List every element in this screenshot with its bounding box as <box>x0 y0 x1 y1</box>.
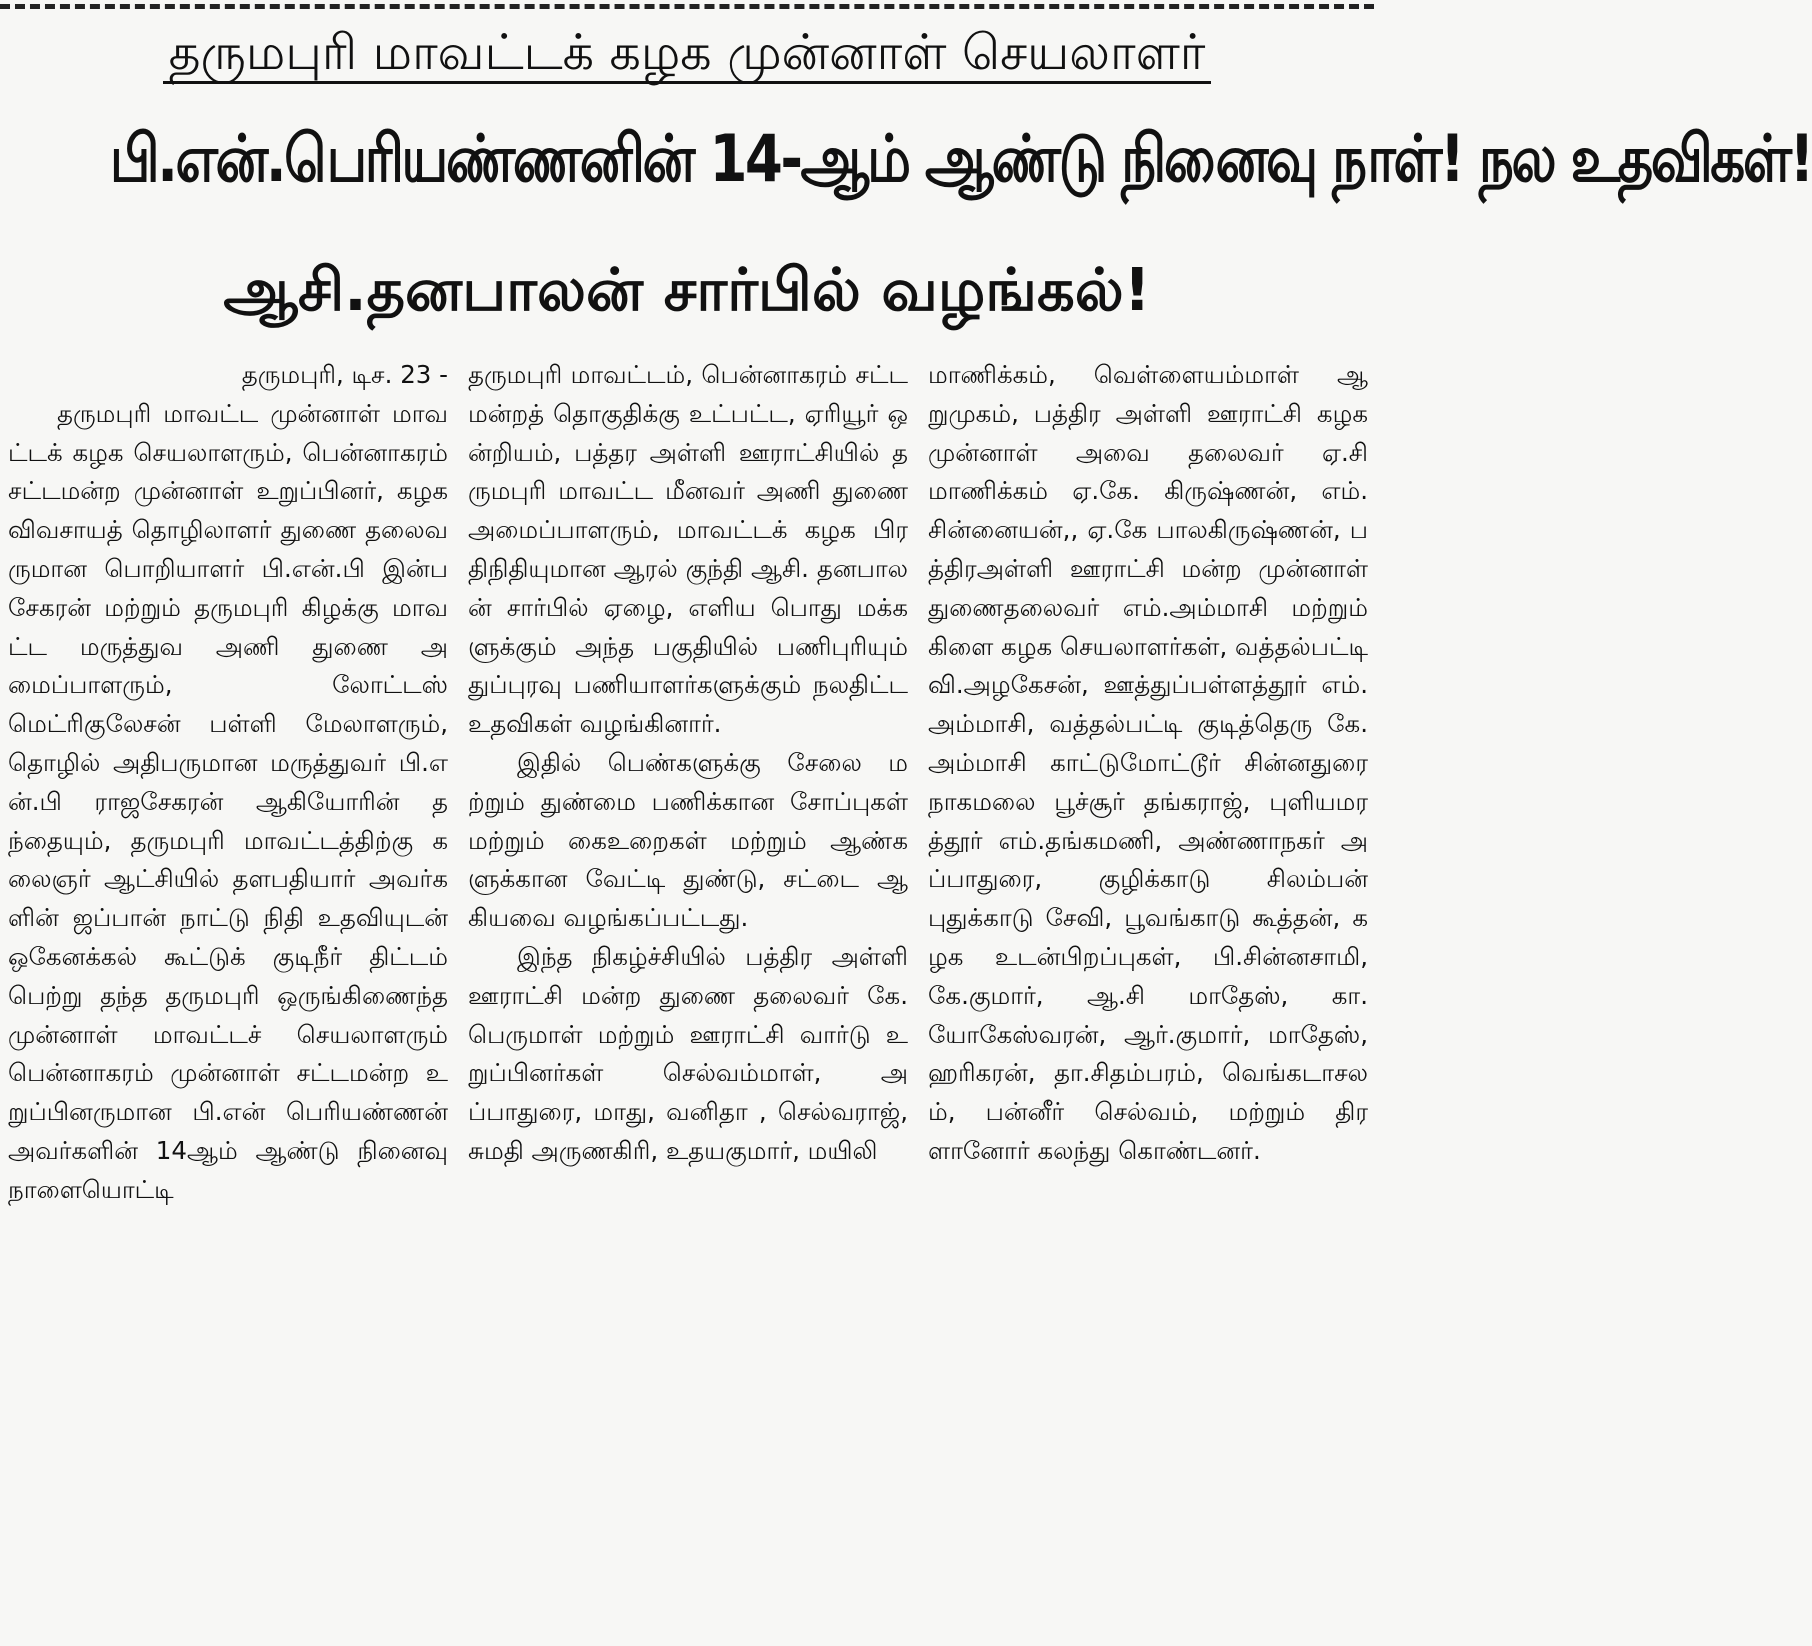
article-kicker <box>0 22 1374 84</box>
article-body <box>8 356 1368 1640</box>
top-dashed-rule <box>0 4 1374 9</box>
article-column-2 <box>468 356 908 1640</box>
kicker-text: தருமபுரி மாவட்டக் கழக முன்னாள் செயலாளர் <box>163 24 1212 84</box>
body-paragraph: மாணிக்கம், வெள்ளையம்மாள் ஆறுமுகம், பத்திர அள்ளி ஊராட்சி கழக முன்னாள் அவை தலைவர் ஏ.சி மாணிக்கம் ஏ.கே. கிருஷ்ணன், எம். சின்னையன்,, ஏ.கே பாலகிருஷ்ணன், பத்திரஅள்ளி ஊராட்சி மன்ற முன்னாள் துணைதலைவர் எம்.அம்மாசி மற்றும் கிளை கழக செயலாளர்கள், வத்தல்பட்டி வி.அழகேசன், ஊத்துப்பள்ளத்தூர் எம். அம்மாசி, வத்தல்பட்டி குடித்தெரு கே.அம்மாசி காட்டுமோட்டூர் சின்னதுரை நாகமலை பூச்சூர் தங்கராஜ், புளியமரத்தூர் எம்.தங்கமணி, அண்ணாநகர் அப்பாதுரை, குழிக்காடு சிலம்பன் புதுக்காடு சேவி, பூவங்காடு கூத்தன், கழக உடன்பிறப்புகள், பி.சின்னசாமி, கே.குமார், ஆ.சி மாதேஸ், கா.யோகேஸ்வரன், ஆர்.குமார், மாதேஸ், ஹரிகரன், தா.சிதம்பரம், வெங்கடாசலம், பன்னீர் செல்வம், மற்றும் திரளானோர் கலந்து கொண்டனர். <box>928 360 1368 1165</box>
body-paragraph: இந்த நிகழ்ச்சியில் பத்திர அள்ளி ஊராட்சி மன்ற துணை தலைவர் கே.பெருமாள் மற்றும் ஊராட்சி வார்டு உறுப்பினர்கள் செல்வம்மாள், அப்பாதுரை, மாது, வனிதா , செல்வராஜ், சுமதி அருணகிரி, உதயகுமார், மயிலி <box>468 941 908 1165</box>
article-subheadline: ஆசி.தனபாலன் சார்பில் வழங்கல்! <box>223 255 1151 324</box>
body-paragraph: தருமபுரி மாவட்ட முன்னாள் மாவட்டக் கழக செயலாளரும், பென்னாகரம் சட்டமன்ற முன்னாள் உறுப்பினர், கழக விவசாயத் தொழிலாளர் துணை தலைவருமான பொறியாளர் பி.என்.பி இன்பசேகரன் மற்றும் தருமபுரி கிழக்கு மாவட்ட மருத்துவ அணி துணை அமைப்பாளரும், லோட்டஸ் மெட்ரிகுலேசன் பள்ளி மேலாளரும், தொழில் அதிபருமான மருத்துவர் பி.என்.பி ராஜசேகரன் ஆகியோரின் தந்தையும், தருமபுரி மாவட்டத்திற்கு கலைஞர் ஆட்சியில் தளபதியார் அவர்களின் ஜப்பான் நாட்டு நிதி உதவியுடன் ஒகேனக்கல் கூட்டுக் குடிநீர் திட்டம் பெற்று தந்த தருமபுரி ஒருங்கிணைந்த முன்னாள் மாவட்டச் செயலாளரும் பென்னாகரம் முன்னாள் சட்டமன்ற உறுப்பினருமான பி.என் பெரியண்ணன் அவர்களின் 14ஆம் ஆண்டு நினைவு நாளையொட்டி <box>8 398 448 1204</box>
body-paragraph: தருமபுரி மாவட்டம், பென்னாகரம் சட்டமன்றத் தொகுதிக்கு உட்பட்ட, ஏரியூர் ஒன்றியம், பத்தர அள்ளி ஊராட்சியில் தருமபுரி மாவட்ட மீனவர் அணி துணை அமைப்பாளரும், மாவட்டக் கழக பிரதிநிதியுமான ஆரல் குந்தி ஆசி. தனபாலன் சார்பில் ஏழை, எளிய பொது மக்களுக்கும் அந்த பகுதியில் பணிபுரியும் துப்புரவு பணியாளர்களுக்கும் நலதிட்ட உதவிகள் வழங்கினார். <box>468 360 908 739</box>
body-paragraph: இதில் பெண்களுக்கு சேலை மற்றும் துண்மை பணிக்கான சோப்புகள் மற்றும் கைஉறைகள் மற்றும் ஆண்களுக்கான வேட்டி துண்டு, சட்டை ஆகியவை வழங்கப்பட்டது. <box>468 747 908 933</box>
article-column-1 <box>8 356 448 1640</box>
dateline: தருமபுரி, டிச. 23 - <box>241 360 448 389</box>
article-headline: பி.என்.பெரியண்ணனின் 14-ஆம் ஆண்டு நினைவு நாள்! நல உதவிகள்! <box>109 122 1812 197</box>
article-column-3 <box>928 356 1368 1640</box>
